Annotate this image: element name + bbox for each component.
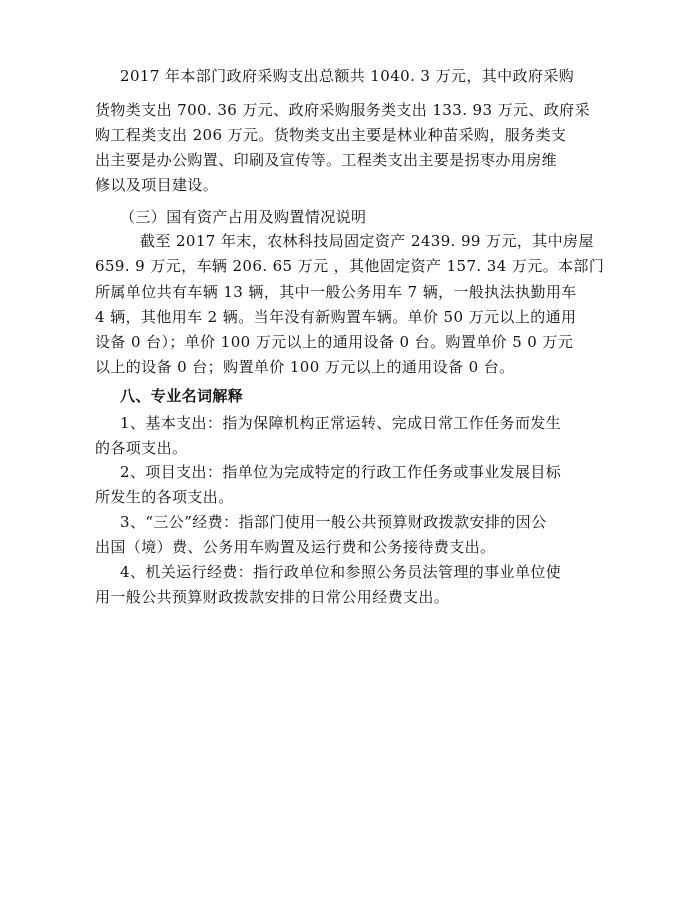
glossary-item-2-line-2: 所发生的各项支出。 — [95, 488, 234, 506]
procurement-line-3: 购工程类支出 206 万元。货物类支出主要是林业种苗采购，服务类支 — [95, 126, 567, 144]
glossary-heading: 八、专业名词解释 — [120, 387, 244, 405]
glossary-item-4-line-1: 4、机关运行经费：指行政单位和参照公务员法管理的事业单位使 — [120, 563, 562, 581]
procurement-line-1: 2017 年本部门政府采购支出总额共 1040. 3 万元，其中政府采购 — [120, 67, 575, 85]
assets-line-2: 659. 9 万元，车辆 206. 65 万元 ，其他固定资产 157. 34 万元。本部门 — [95, 257, 605, 275]
procurement-line-4: 出主要是办公购置、印刷及宣传等。工程类支出主要是拐枣办用房维 — [95, 151, 558, 169]
glossary-item-3-line-1: 3、“三公”经费：指部门使用一般公共预算财政拨款安排的因公 — [120, 513, 547, 531]
glossary-item-4-line-2: 用一般公共预算财政拨款安排的日常公用经费支出。 — [95, 588, 450, 606]
assets-line-5: 设备 0 台）；单价 100 万元以上的通用设备 0 台。购置单价 5 0 万元 — [95, 333, 574, 351]
assets-heading: （三）国有资产占用及购置情况说明 — [120, 208, 367, 226]
glossary-item-3-line-2: 出国（境）费、公务用车购置及运行费和公务接待费支出。 — [95, 538, 496, 556]
procurement-line-2: 货物类支出 700. 36 万元、政府采购服务类支出 133. 93 万元、政府采 — [95, 101, 590, 119]
glossary-item-1-line-1: 1、基本支出：指为保障机构正常运转、完成日常工作任务而发生 — [120, 414, 562, 432]
procurement-line-5: 修以及项目建设。 — [95, 176, 219, 194]
assets-line-6: 以上的设备 0 台；购置单价 100 万元以上的通用设备 0 台。 — [95, 358, 515, 376]
glossary-item-1-line-2: 的各项支出。 — [95, 439, 188, 457]
glossary-item-2-line-1: 2、项目支出：指单位为完成特定的行政工作任务或事业发展目标 — [120, 463, 562, 481]
assets-line-4: 4 辆，其他用车 2 辆。当年没有新购置车辆。单价 50 万元以上的通用 — [95, 308, 577, 326]
assets-line-1: 截至 2017 年末，农林科技局固定资产 2439. 99 万元，其中房屋 — [140, 232, 594, 250]
assets-line-3: 所属单位共有车辆 13 辆，其中一般公务用车 7 辆，一般执法执勤用车 — [95, 283, 577, 301]
